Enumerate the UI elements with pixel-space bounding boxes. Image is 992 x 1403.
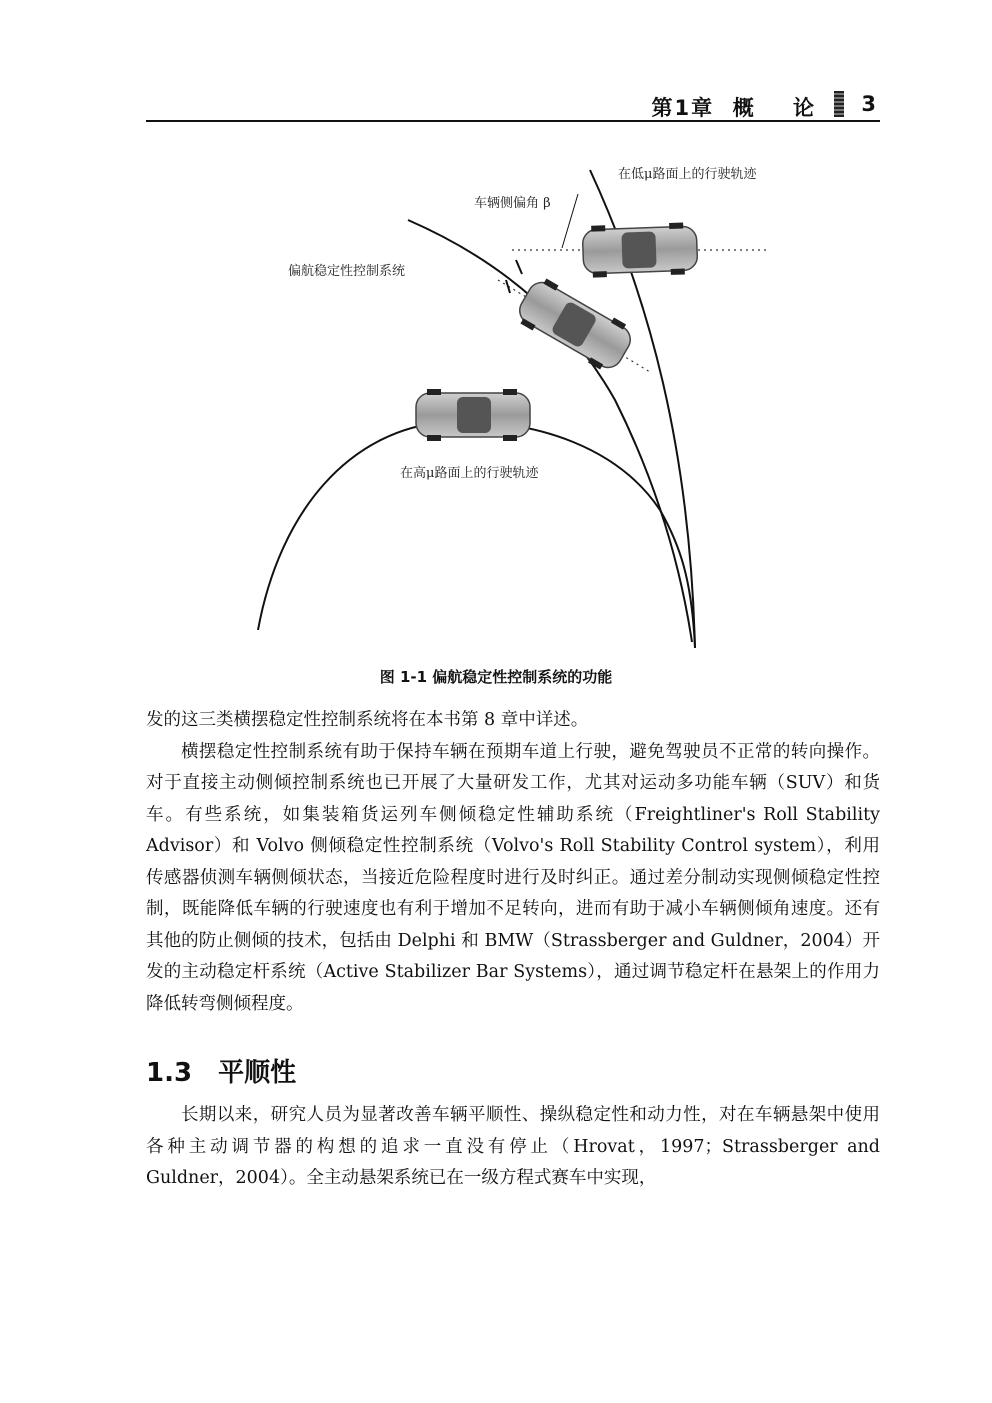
section-title: 平顺性 [218, 1058, 297, 1088]
car-high-mu-icon [416, 389, 530, 441]
label-slip-angle: 车辆侧偏角 β [474, 196, 551, 211]
header-mark-icon [834, 91, 844, 117]
section-body [146, 1100, 880, 1195]
section-paragraph: 长期以来，研究人员为显著改善车辆平顺性、操纵稳定性和动力性，对在车辆悬架中使用各种主动调节器的构想的追求一直没有停止（Hrovat，1997；Strassberger and Guldner，2004）。全主动悬架系统已在一级方程式赛车中实现， [146, 1105, 880, 1188]
chapter-title: 第1章 概 论 [651, 96, 816, 120]
label-yaw-control: 偏航稳定性控制系统 [288, 264, 406, 279]
label-low-mu: 在低μ路面上的行驶轨迹 [618, 167, 757, 182]
paragraph-1: 发的这三类横摆稳定性控制系统将在本书第 8 章中详述。 [146, 710, 589, 730]
page-number: 3 [861, 92, 876, 116]
car-low-mu-icon [582, 222, 698, 278]
section-heading [146, 1052, 296, 1089]
high-mu-trajectory [258, 422, 695, 648]
body-text [146, 705, 880, 1020]
figure-diagram [240, 150, 800, 660]
section-number: 1.3 [146, 1058, 193, 1088]
paragraph-2: 横摆稳定性控制系统有助于保持车辆在预期车道上行驶，避免驾驶员不正常的转向操作。对于直接主动侧倾控制系统也已开展了大量研发工作，尤其对运动多功能车辆（SUV）和货车。有些系统，如集装箱货运列车侧倾稳定性辅助系统（Freightliner's Roll Stability Advisor）和 Volvo 侧倾稳定性控制系统（Volvo's Roll Stability Control system），利用传感器侦测车辆侧倾状态，当接近危险程度时进行及时纠正。通过差分制动实现侧倾稳定性控制，既能降低车辆的行驶速度也有利于增加不足转向，进而有助于减小车辆侧倾角速度。还有其他的防止侧倾的技术，包括由 Delphi 和 BMW（Strassberger and Guldner，2004）开发的主动稳定杆系统（Active Stabilizer Bar Systems），通过调节稳定杆在悬架上的作用力降低转弯侧倾程度。 [146, 741, 880, 1014]
car-controlled-icon [513, 274, 638, 376]
figure-caption: 图 1-1 偏航稳定性控制系统的功能 [379, 668, 613, 686]
page-header [146, 88, 880, 122]
label-high-mu: 在高μ路面上的行驶轨迹 [400, 466, 539, 481]
header-rule [146, 120, 880, 122]
figure-yaw-control [240, 150, 800, 660]
